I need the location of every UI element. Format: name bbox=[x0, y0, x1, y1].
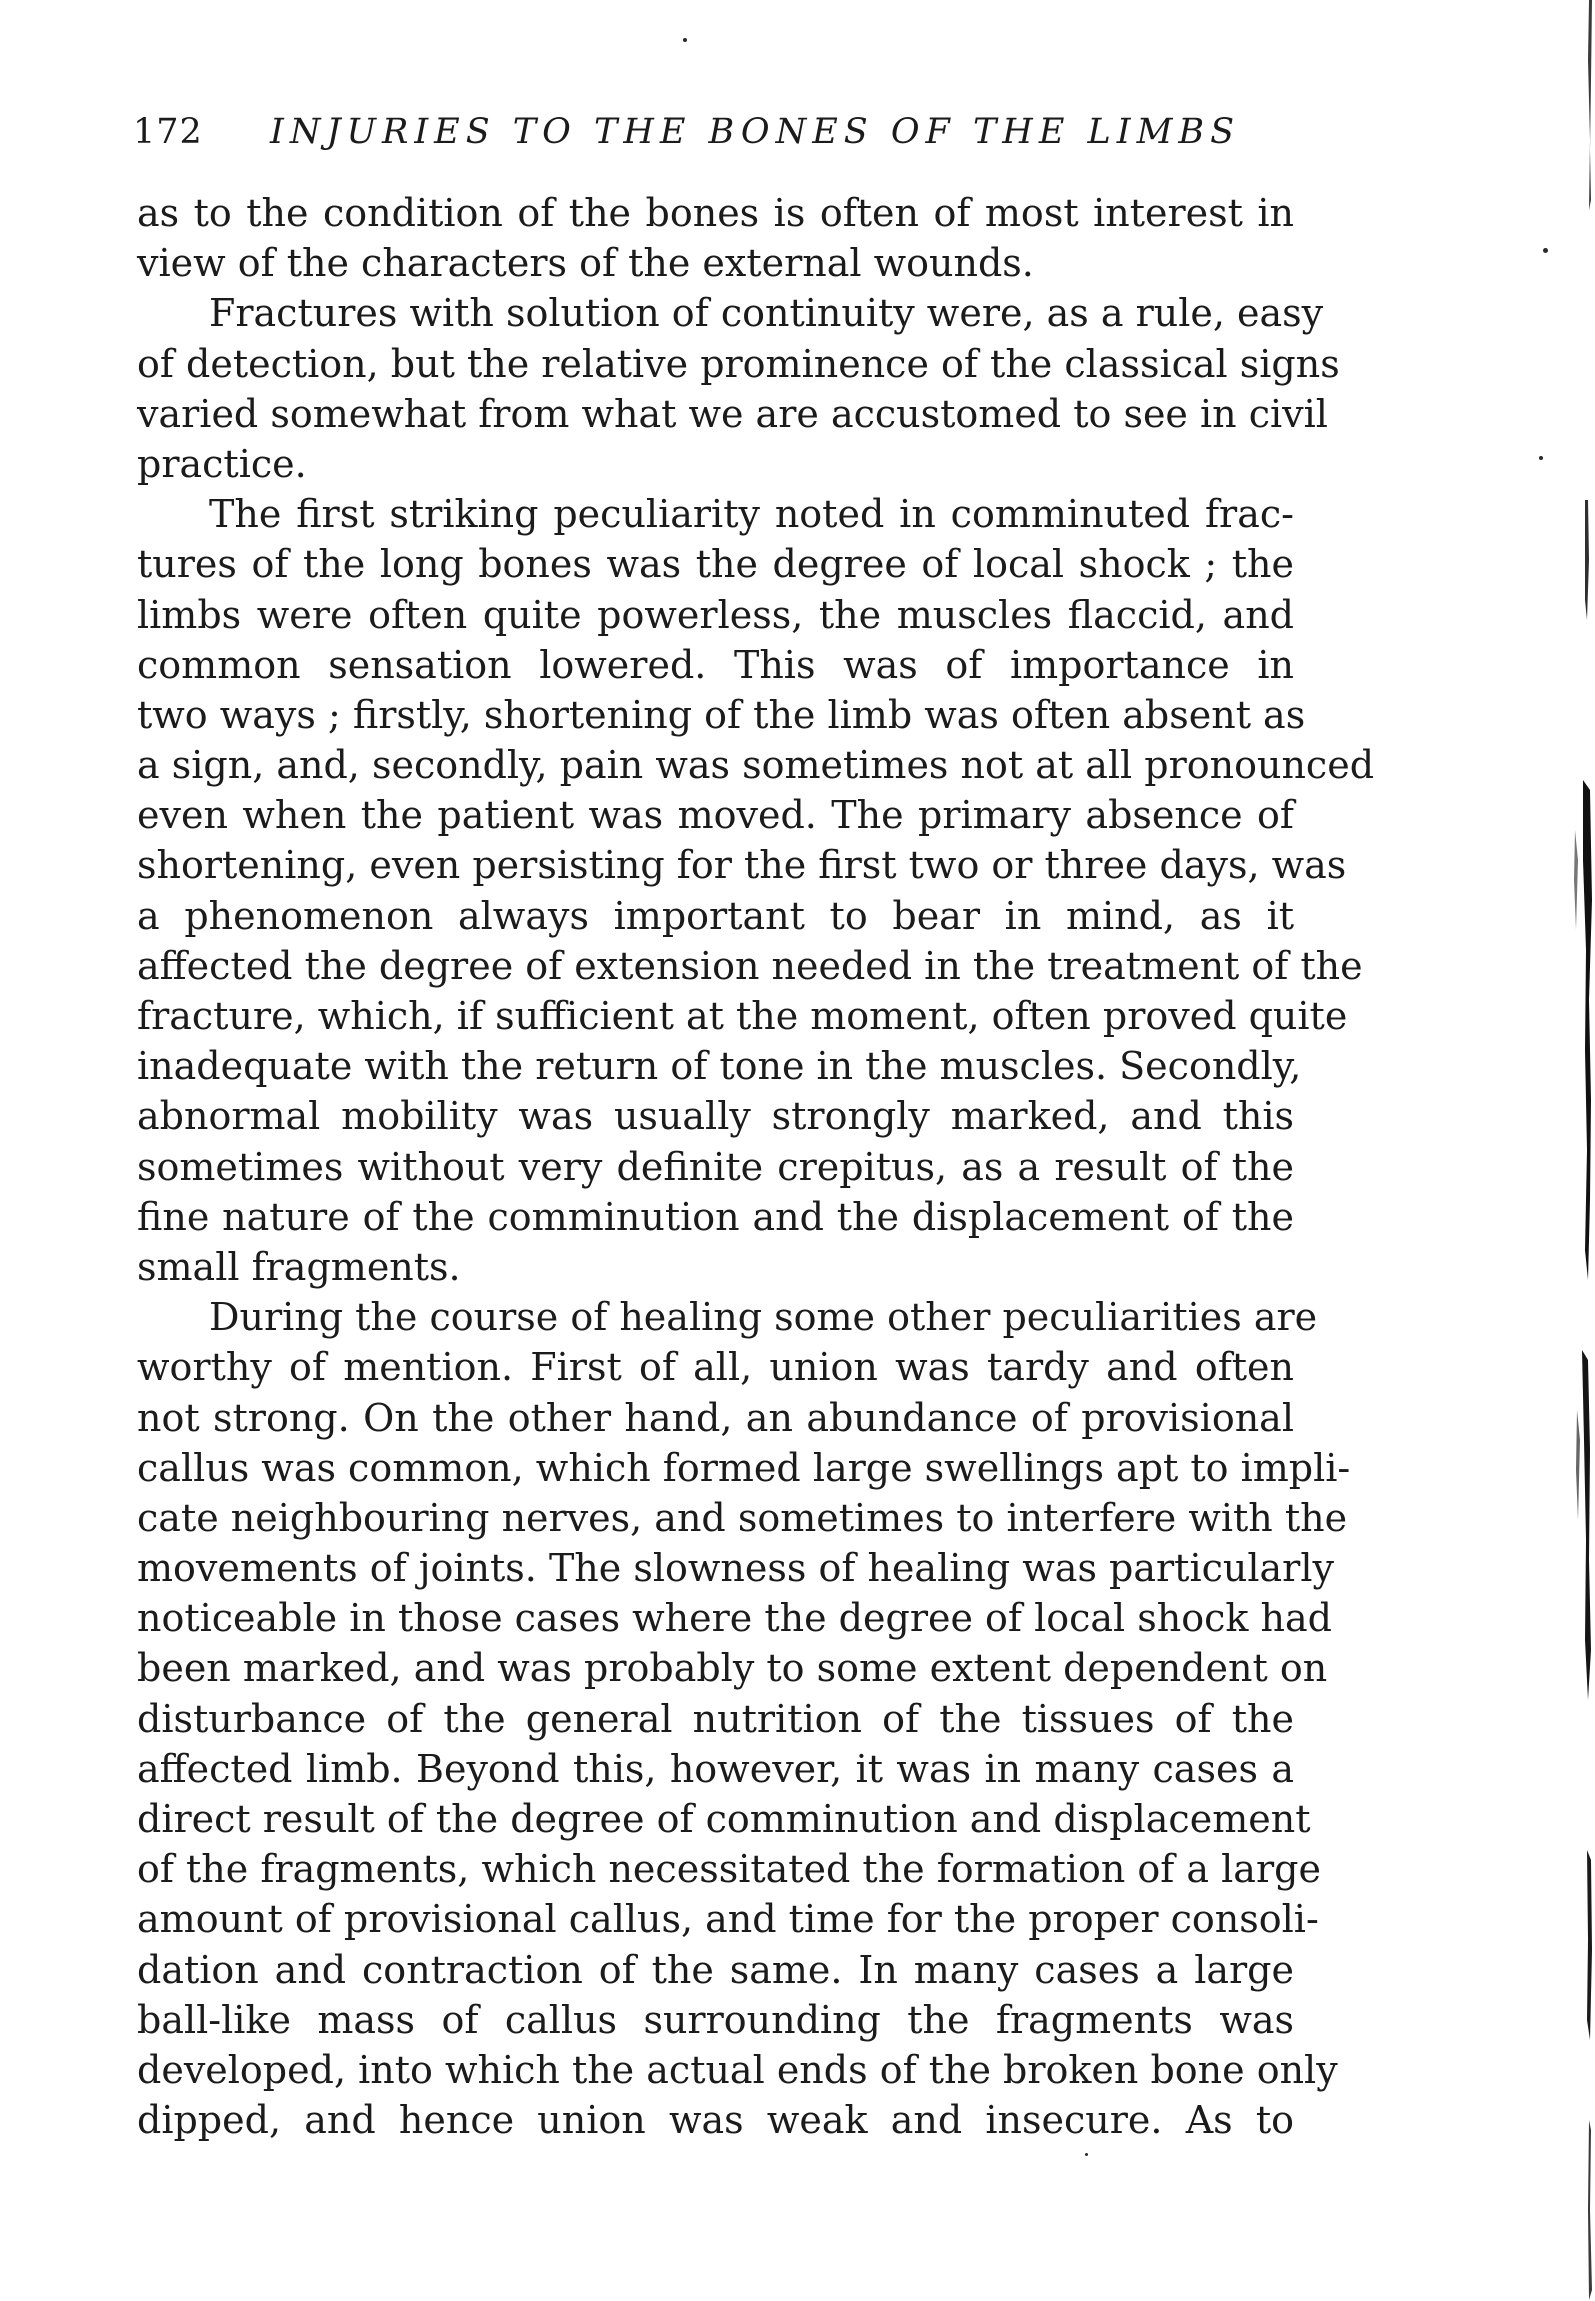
text-line: a phenomenon always important to bear in mind, as it bbox=[137, 893, 1294, 938]
text-line: The first striking peculiarity noted in comminuted frac- bbox=[209, 492, 1294, 537]
text-line: not strong. On the other hand, an abundance of provisional bbox=[137, 1395, 1294, 1440]
body-text bbox=[137, 188, 1375, 2145]
text-line: movements of joints. The slowness of healing was particularly bbox=[137, 1546, 1334, 1591]
running-head: INJURIES TO THE BONES OF THE LIMBS bbox=[270, 112, 1241, 152]
text-line: amount of provisional callus, and time for the proper consoli- bbox=[137, 1897, 1319, 1942]
text-line: a sign, and, secondly, pain was sometimes not at all pronounced bbox=[137, 743, 1375, 788]
text-line: even when the patient was moved. The primary absence of bbox=[137, 793, 1294, 838]
text-line: of detection, but the relative prominence of the classical signs bbox=[137, 341, 1340, 386]
text-line: During the course of healing some other peculiarities are bbox=[209, 1295, 1318, 1340]
text-line: abnormal mobility was usually strongly marked, and this bbox=[137, 1094, 1294, 1139]
text-line: affected the degree of extension needed in the treatment of the bbox=[137, 943, 1363, 988]
text-line: ball-like mass of callus surrounding the fragments was bbox=[137, 1997, 1294, 2042]
text-line: Fractures with solution of continuity were, as a rule, easy bbox=[209, 291, 1324, 336]
text-line: as to the condition of the bones is often of most interest in bbox=[137, 191, 1294, 235]
text-line: noticeable in those cases where the degree of local shock had bbox=[137, 1596, 1332, 1641]
text-line: fracture, which, if sufficient at the moment, often proved quite bbox=[137, 994, 1348, 1038]
scan-speck bbox=[1085, 2153, 1088, 2156]
text-line: dation and contraction of the same. In many cases a large bbox=[137, 1947, 1294, 1992]
scan-speck bbox=[1543, 248, 1548, 253]
text-line: view of the characters of the external wounds. bbox=[137, 241, 1034, 286]
text-line: dipped, and hence union was weak and insecure. As to bbox=[137, 2098, 1294, 2143]
text-line: fine nature of the comminution and the displacement of the bbox=[137, 1194, 1294, 1239]
text-line: direct result of the degree of comminution and displacement bbox=[137, 1797, 1311, 1841]
text-line: common sensation lowered. This was of importance in bbox=[137, 642, 1294, 687]
text-line: practice. bbox=[137, 441, 307, 486]
binding-edge-shadow bbox=[1545, 0, 1595, 2301]
scan-speck bbox=[1539, 456, 1543, 460]
text-line: developed, into which the actual ends of the broken bone only bbox=[137, 2047, 1338, 2092]
text-line: of the fragments, which necessitated the formation of a large bbox=[137, 1847, 1321, 1892]
page-header bbox=[133, 102, 1293, 162]
text-line: two ways ; firstly, shortening of the limb was often absent as bbox=[137, 692, 1306, 737]
text-line: cate neighbouring nerves, and sometimes to interfere with the bbox=[137, 1495, 1348, 1540]
text-line: tures of the long bones was the degree of local shock ; the bbox=[137, 542, 1294, 587]
page-number: 172 bbox=[133, 112, 203, 152]
text-line: been marked, and was probably to some extent dependent on bbox=[137, 1646, 1328, 1691]
text-line: disturbance of the general nutrition of the tissues of the bbox=[137, 1696, 1294, 1741]
text-line: inadequate with the return of tone in the muscles. Secondly, bbox=[137, 1044, 1302, 1089]
text-line: callus was common, which formed large swellings apt to impli- bbox=[137, 1445, 1351, 1490]
text-line: sometimes without very definite crepitus, as a result of the bbox=[137, 1144, 1294, 1189]
text-line: limbs were often quite powerless, the muscles flaccid, and bbox=[137, 592, 1294, 637]
text-line: worthy of mention. First of all, union was tardy and often bbox=[137, 1345, 1294, 1390]
text-line: affected limb. Beyond this, however, it was in many cases a bbox=[137, 1746, 1294, 1791]
text-line: shortening, even persisting for the first two or three days, was bbox=[137, 843, 1347, 888]
text-line: varied somewhat from what we are accustomed to see in civil bbox=[137, 391, 1328, 436]
text-line: small fragments. bbox=[137, 1244, 461, 1289]
scan-speck bbox=[683, 38, 687, 42]
